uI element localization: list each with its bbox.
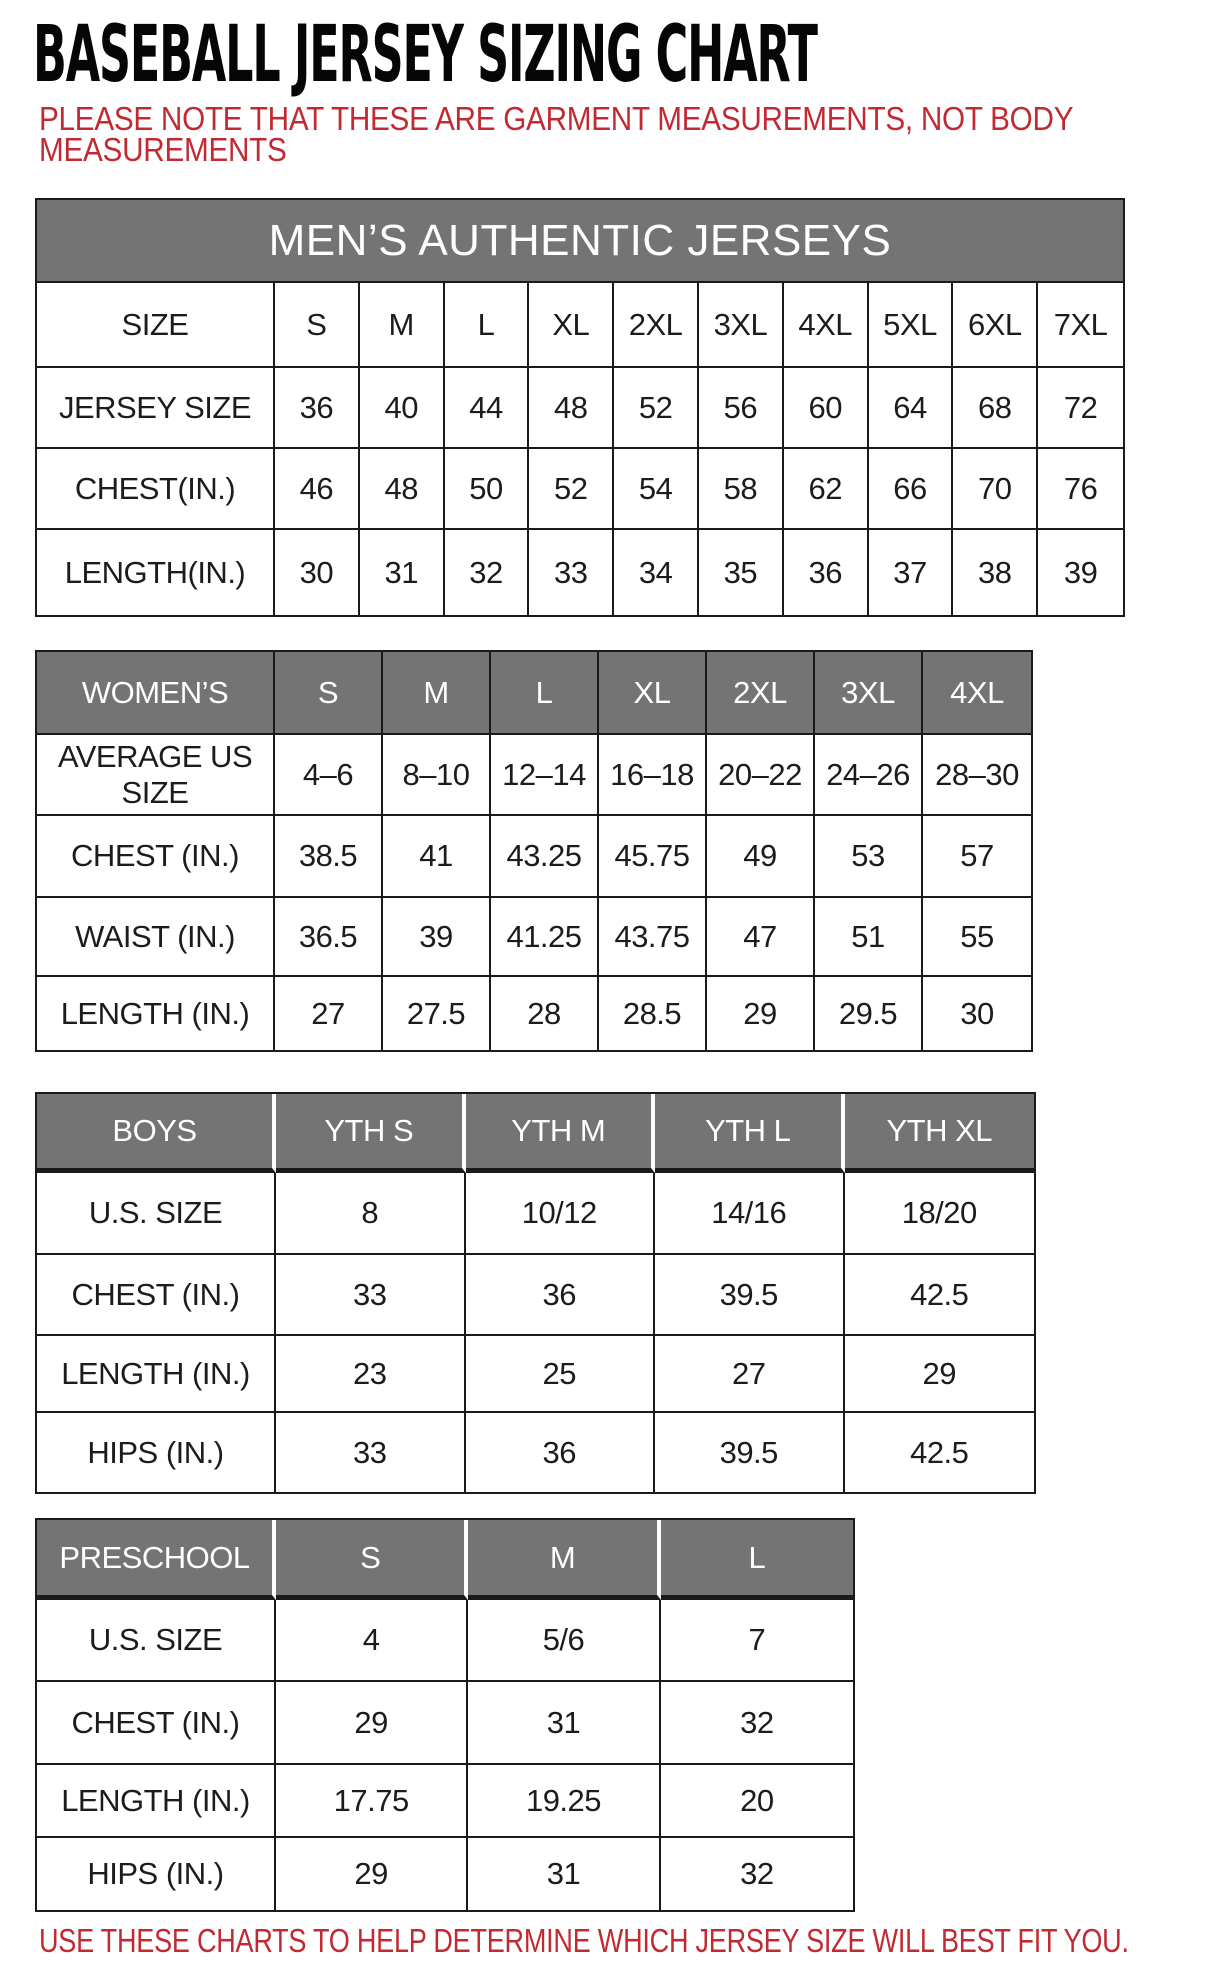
row-label: CHEST (IN.) <box>37 1682 276 1765</box>
size-value: 42.5 <box>845 1413 1035 1492</box>
size-value: 32 <box>661 1682 853 1765</box>
size-value: 30 <box>275 530 360 615</box>
size-value: 38 <box>953 530 1038 615</box>
column-header: 2XL <box>614 283 699 368</box>
size-value: 24–26 <box>815 735 923 816</box>
size-value: 49 <box>707 816 815 898</box>
size-value: 23 <box>276 1336 466 1413</box>
column-header: L <box>445 283 530 368</box>
size-value: 35 <box>699 530 784 615</box>
size-value: 43.75 <box>599 898 707 977</box>
column-header: M <box>468 1520 660 1600</box>
size-value: 27 <box>655 1336 845 1413</box>
column-header: 7XL <box>1038 283 1123 368</box>
size-value: 33 <box>276 1255 466 1336</box>
row-label: LENGTH (IN.) <box>37 977 275 1050</box>
size-value: 68 <box>953 368 1038 449</box>
column-header: SIZE <box>37 283 275 368</box>
size-value: 7 <box>661 1600 853 1682</box>
row-label: AVERAGE US SIZE <box>37 735 275 816</box>
size-value: 70 <box>953 449 1038 530</box>
size-value: 76 <box>1038 449 1123 530</box>
mens-authentic-jerseys-table <box>35 198 1125 617</box>
size-value: 58 <box>699 449 784 530</box>
column-header: 6XL <box>953 283 1038 368</box>
size-value: 31 <box>468 1838 660 1910</box>
size-value: 19.25 <box>468 1765 660 1838</box>
column-header: BOYS <box>37 1094 276 1173</box>
size-value: 20–22 <box>707 735 815 816</box>
size-value: 4 <box>276 1600 468 1682</box>
preschool-sizing-table <box>35 1518 855 1912</box>
row-label: U.S. SIZE <box>37 1600 276 1682</box>
size-value: 37 <box>869 530 954 615</box>
row-label: LENGTH(IN.) <box>37 530 275 615</box>
size-value: 27 <box>275 977 383 1050</box>
column-header: L <box>491 652 599 735</box>
size-value: 44 <box>445 368 530 449</box>
size-value: 51 <box>815 898 923 977</box>
size-value: 29 <box>707 977 815 1050</box>
size-value: 28 <box>491 977 599 1050</box>
size-value: 36 <box>784 530 869 615</box>
size-value: 8 <box>276 1173 466 1255</box>
size-value: 55 <box>923 898 1031 977</box>
size-value: 60 <box>784 368 869 449</box>
size-value: 45.75 <box>599 816 707 898</box>
column-header: M <box>383 652 491 735</box>
size-value: 27.5 <box>383 977 491 1050</box>
row-label: JERSEY SIZE <box>37 368 275 449</box>
size-value: 39 <box>383 898 491 977</box>
row-label: CHEST (IN.) <box>37 1255 276 1336</box>
row-label: WAIST (IN.) <box>37 898 275 977</box>
size-value: 29 <box>845 1336 1035 1413</box>
size-value: 30 <box>923 977 1031 1050</box>
column-header: 3XL <box>699 283 784 368</box>
size-value: 12–14 <box>491 735 599 816</box>
column-header: S <box>276 1520 468 1600</box>
column-header: YTH S <box>276 1094 466 1173</box>
column-header: 5XL <box>869 283 954 368</box>
size-value: 46 <box>275 449 360 530</box>
size-value: 66 <box>869 449 954 530</box>
garment-measurements-note <box>39 100 1074 168</box>
row-label: HIPS (IN.) <box>37 1413 276 1492</box>
size-value: 64 <box>869 368 954 449</box>
size-value: 48 <box>360 449 445 530</box>
row-label: LENGTH (IN.) <box>37 1336 276 1413</box>
size-value: 43.25 <box>491 816 599 898</box>
size-value: 31 <box>360 530 445 615</box>
size-value: 28–30 <box>923 735 1031 816</box>
size-value: 47 <box>707 898 815 977</box>
size-value: 33 <box>276 1413 466 1492</box>
column-header: PRESCHOOL <box>37 1520 276 1600</box>
size-value: 72 <box>1038 368 1123 449</box>
size-value: 56 <box>699 368 784 449</box>
column-header: L <box>661 1520 853 1600</box>
size-value: 57 <box>923 816 1031 898</box>
column-header: M <box>360 283 445 368</box>
note-line: MEASUREMENTS <box>39 131 287 168</box>
size-value: 32 <box>661 1838 853 1910</box>
size-value: 31 <box>468 1682 660 1765</box>
size-value: 42.5 <box>845 1255 1035 1336</box>
size-value: 16–18 <box>599 735 707 816</box>
column-header: 4XL <box>784 283 869 368</box>
size-value: 36 <box>466 1255 656 1336</box>
size-value: 10/12 <box>466 1173 656 1255</box>
size-value: 39.5 <box>655 1255 845 1336</box>
boys-sizing-table <box>35 1092 1036 1494</box>
size-value: 54 <box>614 449 699 530</box>
row-label: CHEST(IN.) <box>37 449 275 530</box>
size-value: 29.5 <box>815 977 923 1050</box>
size-value: 52 <box>529 449 614 530</box>
size-value: 40 <box>360 368 445 449</box>
size-value: 20 <box>661 1765 853 1838</box>
column-header: 3XL <box>815 652 923 735</box>
column-header: S <box>275 652 383 735</box>
row-label: CHEST (IN.) <box>37 816 275 898</box>
row-label: U.S. SIZE <box>37 1173 276 1255</box>
size-value: 8–10 <box>383 735 491 816</box>
size-value: 34 <box>614 530 699 615</box>
size-value: 39 <box>1038 530 1123 615</box>
footer-note: USE THESE CHARTS TO HELP DETERMINE WHICH JERSEY SIZE WILL BEST FIT YOU. <box>39 1922 1129 1959</box>
column-header: XL <box>599 652 707 735</box>
size-value: 53 <box>815 816 923 898</box>
column-header: 4XL <box>923 652 1031 735</box>
size-value: 28.5 <box>599 977 707 1050</box>
column-header: WOMEN’S <box>37 652 275 735</box>
size-value: 17.75 <box>276 1765 468 1838</box>
size-value: 14/16 <box>655 1173 845 1255</box>
size-value: 36 <box>466 1413 656 1492</box>
size-value: 4–6 <box>275 735 383 816</box>
column-header: XL <box>529 283 614 368</box>
table-caption: MEN’S AUTHENTIC JERSEYS <box>37 200 1123 283</box>
size-value: 39.5 <box>655 1413 845 1492</box>
size-value: 29 <box>276 1682 468 1765</box>
column-header: S <box>275 283 360 368</box>
column-header: YTH L <box>655 1094 845 1173</box>
page-title: BASEBALL JERSEY SIZING CHART <box>33 10 817 100</box>
womens-sizing-table <box>35 650 1033 1052</box>
column-header: YTH XL <box>845 1094 1035 1173</box>
note-line: PLEASE NOTE THAT THESE ARE GARMENT MEASUREMENTS, NOT BODY <box>39 100 1074 137</box>
size-value: 48 <box>529 368 614 449</box>
size-value: 36 <box>275 368 360 449</box>
size-value: 5/6 <box>468 1600 660 1682</box>
row-label: HIPS (IN.) <box>37 1838 276 1910</box>
size-value: 25 <box>466 1336 656 1413</box>
column-header: YTH M <box>466 1094 656 1173</box>
size-value: 52 <box>614 368 699 449</box>
row-label: LENGTH (IN.) <box>37 1765 276 1838</box>
size-value: 33 <box>529 530 614 615</box>
size-value: 29 <box>276 1838 468 1910</box>
size-value: 18/20 <box>845 1173 1035 1255</box>
size-value: 41.25 <box>491 898 599 977</box>
size-value: 41 <box>383 816 491 898</box>
size-value: 62 <box>784 449 869 530</box>
column-header: 2XL <box>707 652 815 735</box>
size-value: 50 <box>445 449 530 530</box>
size-value: 36.5 <box>275 898 383 977</box>
size-value: 38.5 <box>275 816 383 898</box>
size-value: 32 <box>445 530 530 615</box>
